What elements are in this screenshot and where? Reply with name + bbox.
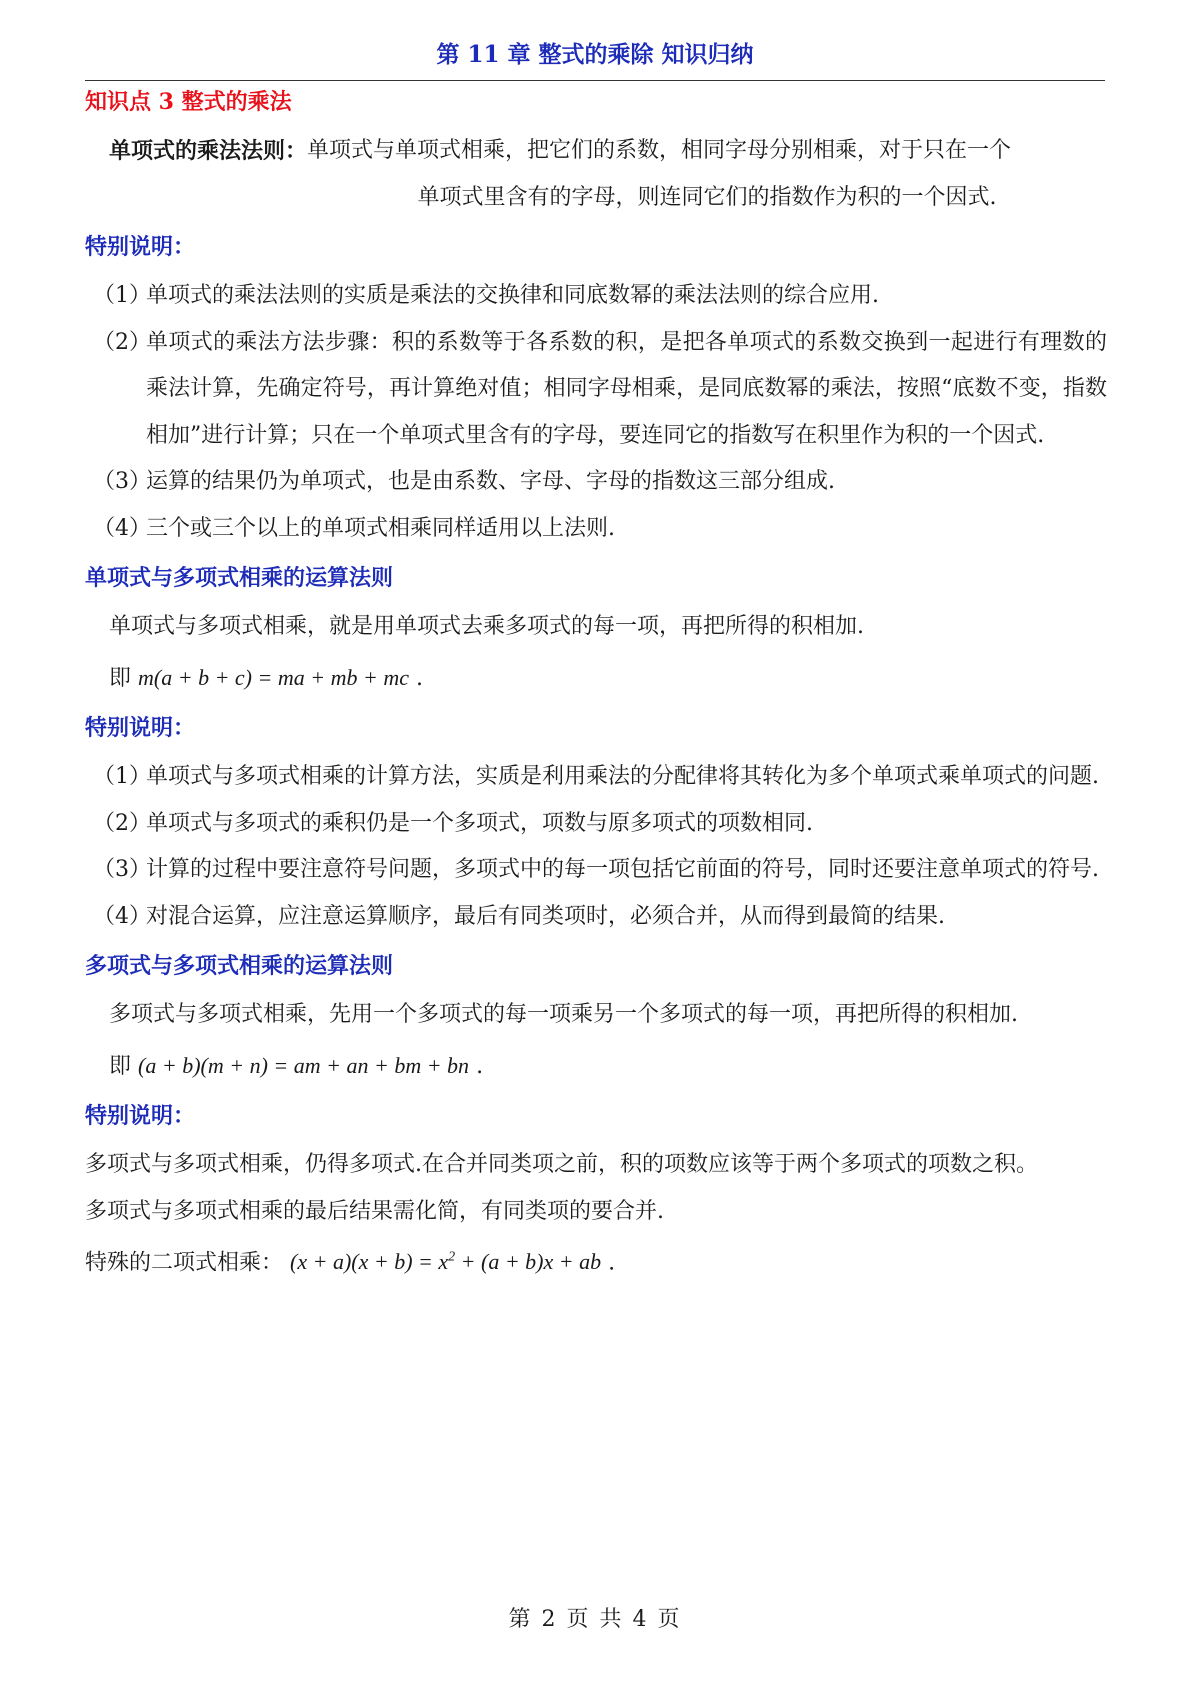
formula-suffix: . <box>476 1053 484 1079</box>
item-text: 单项式的乘法法则的实质是乘法的交换律和同底数幂的乘法法则的综合应用. <box>146 283 879 308</box>
formula-exponent: 2 <box>448 1250 456 1265</box>
rule3-text: 多项式与多项式相乘，先用一个多项式的每一项乘另一个多项式的每一项，再把所得的积相加. <box>109 1002 1018 1027</box>
note2-title: 特别说明： <box>85 715 196 741</box>
knowledge-point-title: 知识点 3 整式的乘法 <box>85 89 292 115</box>
item-number: （1） <box>93 283 151 308</box>
item-number: （3） <box>93 857 151 882</box>
item-text: 三个或三个以上的单项式相乘同样适用以上法则. <box>146 515 615 541</box>
item-number: （4） <box>93 903 151 929</box>
rule3-title: 多项式与多项式相乘的运算法则 <box>85 953 394 979</box>
rule2-text: 单项式与多项式相乘，就是用单项式去乘多项式的每一项，再把所得的积相加. <box>109 614 864 639</box>
formula-prefix: 即 <box>109 665 132 691</box>
monomial-rule-label: 单项式的乘法法则： <box>109 138 308 164</box>
list-item <box>85 320 1107 460</box>
formula-prefix: 即 <box>109 1053 132 1079</box>
item-number: （2） <box>93 810 151 836</box>
item-text: 运算的结果仍为单项式，也是由系数、字母、字母的指数这三部分组成. <box>146 469 835 494</box>
special-product-formula <box>290 1249 601 1274</box>
item-number: （1） <box>93 764 151 789</box>
note1-list <box>85 273 1107 552</box>
special-product-line <box>85 1235 1107 1287</box>
special-product-prefix: 特殊的二项式相乘： <box>85 1250 284 1276</box>
list-item <box>85 506 1107 553</box>
list-item <box>85 894 1107 941</box>
monomial-rule-line1: 单项式与单项式相乘，把它们的系数，相同字母分别相乘，对于只在一个 <box>307 138 1012 163</box>
item-number: （2） <box>93 329 151 355</box>
rule2-formula: m(a + b + c) = ma + mb + mc <box>138 664 409 690</box>
item-text: 对混合运算，应注意运算顺序，最后有同类项时，必须合并，从而得到最简的结果. <box>146 903 945 929</box>
rule3-formula: (a + b)(m + n) = am + an + bm + bn <box>138 1052 470 1078</box>
list-item <box>85 754 1107 801</box>
page-title: 第 11 章 整式的乘除 知识归纳 <box>436 41 754 68</box>
rule2-formula-line <box>85 655 1107 703</box>
rule2-title: 单项式与多项式相乘的运算法则 <box>85 565 394 591</box>
list-item <box>85 801 1107 848</box>
rule3-formula-line <box>85 1043 1107 1091</box>
note3-title: 特别说明： <box>85 1103 196 1129</box>
item-text: 单项式与多项式相乘的计算方法，实质是利用乘法的分配律将其转化为多个单项式乘单项式的问题. <box>146 764 1099 789</box>
document-body <box>85 88 1107 1287</box>
monomial-rule-line2: 单项式里含有的字母，则连同它们的指数作为积的一个因式. <box>417 184 997 210</box>
formula-suffix: . <box>608 1250 616 1276</box>
item-number: （4） <box>93 515 151 541</box>
list-item <box>85 459 1107 506</box>
item-text: 单项式与多项式的乘积仍是一个多项式，项数与原多项式的项数相同. <box>146 810 813 836</box>
list-item <box>85 847 1107 894</box>
formula-suffix: . <box>415 665 423 691</box>
item-text: 单项式的乘法方法步骤：积的系数等于各系数的积，是把各单项式的系数交换到一起进行有理数的乘法计算，先确定符号，再计算绝对值；相同字母相乘，是同底数幂的乘法，按照“底数不变，指数相加”进行计算；只在一个单项式里含有的字母，要连同它的指数写在积里作为积的一个因式. <box>146 329 1107 448</box>
monomial-rule-body <box>307 128 1107 221</box>
note2-list <box>85 754 1107 940</box>
formula-part: (x + a)(x + b) = x <box>290 1249 449 1275</box>
page-header <box>85 30 1105 81</box>
note1-title: 特别说明： <box>85 234 196 260</box>
note3-line2: 多项式与多项式相乘的最后结果需化简，有同类项的要合并. <box>85 1198 664 1224</box>
monomial-rule <box>85 128 1107 221</box>
note3-line1: 多项式与多项式相乘，仍得多项式.在合并同类项之前，积的项数应该等于两个多项式的项数之积。 <box>85 1152 1038 1177</box>
list-item <box>85 273 1107 320</box>
page-footer: 第 2 页 共 4 页 <box>508 1607 682 1632</box>
item-number: （3） <box>93 469 151 494</box>
item-text: 计算的过程中要注意符号问题，多项式中的每一项包括它前面的符号，同时还要注意单项式的符号. <box>146 857 1099 882</box>
formula-part: + (a + b)x + ab <box>455 1249 602 1275</box>
